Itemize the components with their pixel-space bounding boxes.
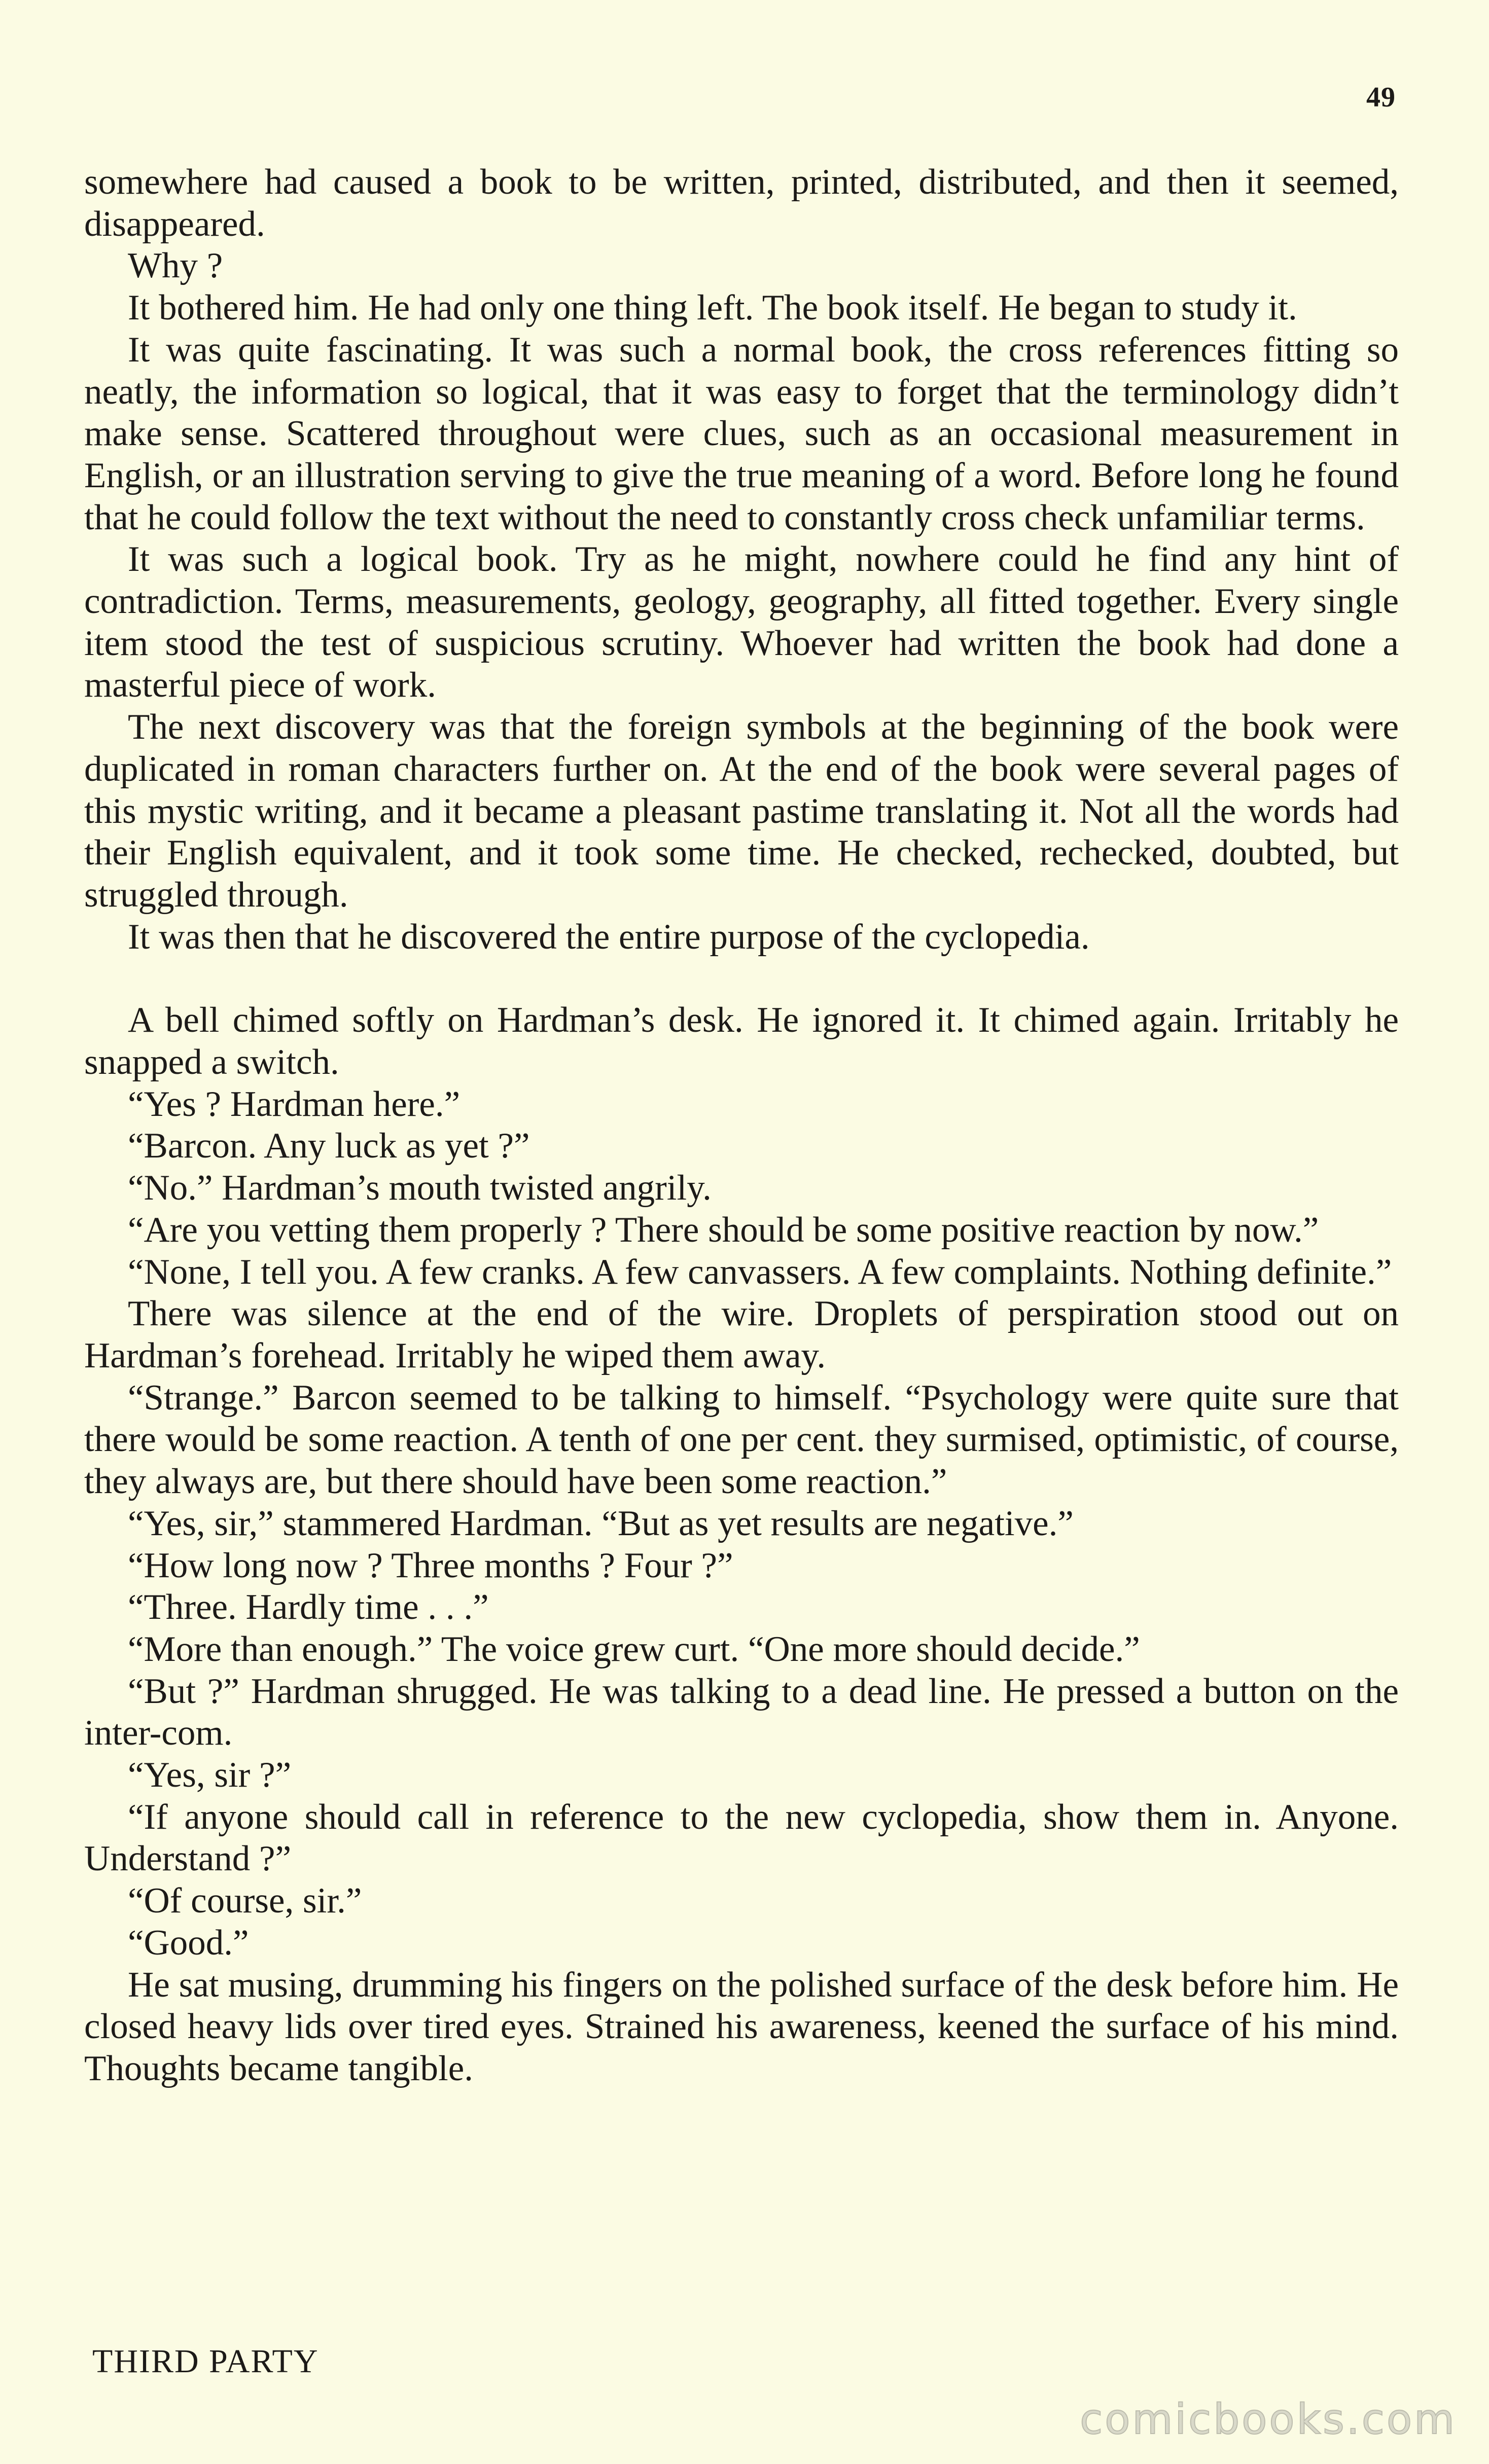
paragraph: The next discovery was that the foreign symbols at the beginning of the book were duplicated in roman characters further on. At the end of the book were several pages of this mystic writing, and it became a pleasant pastime translating it. Not all the words had their English equivalent, and it took some time. He checked, rechecked, doubted, but struggled through. xyxy=(84,707,1399,915)
page-number: 49 xyxy=(1366,82,1396,113)
paragraph: “If anyone should call in reference to the new cyclopedia, show them in. Anyone. Understand ?” xyxy=(84,1797,1399,1879)
paragraph: He sat musing, drumming his fingers on the polished surface of the desk before him. He closed heavy lids over tired eyes. Strained his awareness, keened the surface of his mind. Thoughts became tangible. xyxy=(84,1965,1399,2088)
paragraph: “Of course, sir.” xyxy=(128,1881,362,1921)
running-footer: THIRD PARTY xyxy=(92,2343,319,2380)
paragraph: “Barcon. Any luck as yet ?” xyxy=(128,1126,530,1166)
paragraph: “More than enough.” The voice grew curt. “One more should decide.” xyxy=(128,1629,1140,1669)
paragraph: It was quite fascinating. It was such a normal book, the cross references fitting so neatly, the information so logical, that it was easy to forget that the terminology didn’t make sense. Scattered throughout were clues, such as an occasional measurement in English, or an illustration serving to give the true meaning of a word. Before long he found that he could follow the text without the need to constantly cross check unfamiliar terms. xyxy=(84,330,1399,537)
paragraph: “How long now ? Three months ? Four ?” xyxy=(128,1545,733,1585)
paragraph: It bothered him. He had only one thing left. The book itself. He began to study it. xyxy=(128,288,1297,328)
paragraph: There was silence at the end of the wire. Droplets of perspiration stood out on Hardman’s forehead. Irritably he wiped them away. xyxy=(84,1294,1399,1375)
paragraph: “Yes, sir,” stammered Hardman. “But as yet results are negative.” xyxy=(128,1503,1074,1543)
paragraph: It was then that he discovered the entire purpose of the cyclopedia. xyxy=(128,917,1090,957)
paragraph: “Are you vetting them properly ? There should be some positive reaction by now.” xyxy=(128,1210,1319,1250)
paragraph: “Good.” xyxy=(128,1923,249,1963)
paragraph: It was such a logical book. Try as he might, nowhere could he find any hint of contradiction. Terms, measurements, geology, geography, all fitted together. Every single item stood the test of suspicious scrutiny. Whoever had written the book had done a masterful piece of work. xyxy=(84,539,1399,705)
paragraph: “Strange.” Barcon seemed to be talking to himself. “Psychology were quite sure that there would be some reaction. A tenth of one per cent. they surmised, optimistic, of course, they always are, but there should have been some reaction.” xyxy=(84,1378,1399,1502)
paragraph: “No.” Hardman’s mouth twisted angrily. xyxy=(128,1168,712,1208)
section-break xyxy=(84,958,1399,999)
body-text xyxy=(84,161,1399,2090)
paragraph: Why ? xyxy=(128,246,223,286)
paragraph: “But ?” Hardman shrugged. He was talking to a dead line. He pressed a button on the inter-com. xyxy=(84,1671,1399,1753)
paragraph: “Three. Hardly time . . .” xyxy=(128,1587,489,1627)
paragraph: “None, I tell you. A few cranks. A few canvassers. A few complaints. Nothing definite.” xyxy=(128,1252,1392,1292)
paragraph: A bell chimed softly on Hardman’s desk. He ignored it. It chimed again. Irritably he snapped a switch. xyxy=(84,1000,1399,1082)
paragraph: “Yes, sir ?” xyxy=(128,1755,292,1795)
watermark: comicbooks.com xyxy=(1080,2396,1457,2444)
paragraph: “Yes ? Hardman here.” xyxy=(128,1084,460,1124)
paragraph: somewhere had caused a book to be written, printed, distributed, and then it seemed, disappeared. xyxy=(84,162,1399,244)
